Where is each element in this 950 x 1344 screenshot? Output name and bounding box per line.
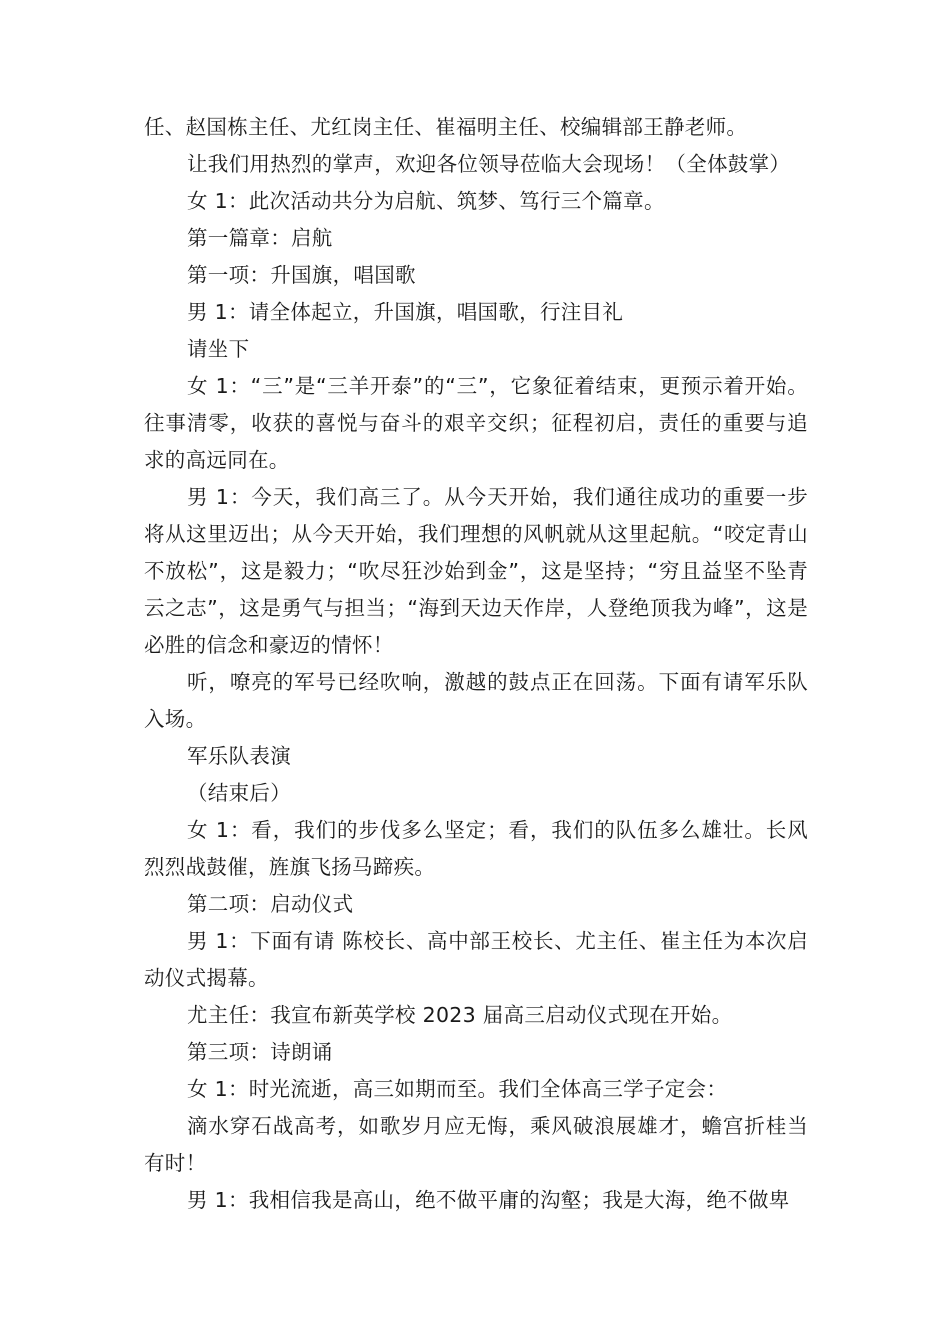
paragraph: 男 1：今天，我们高三了。从今天开始，我们通往成功的重要一步将从这里迈出；从今天开始，我们理想的风帆就从这里起航。“咬定青山不放松”，这是毅力；“吹尽狂沙始到金”，这是坚持；“穷且益坚不坠青云之志”，这是勇气与担当；“海到天边天作岸，人登绝顶我为峰”，这是必胜的信念和豪迈的情怀！ [144,485,808,657]
paragraph: 滴水穿石战高考，如歌岁月应无悔，乘风破浪展雄才，蟾宫折桂当有时！ [144,1114,808,1175]
paragraph: 女 1：此次活动共分为启航、筑梦、笃行三个篇章。 [187,189,665,213]
document-body [144,109,808,1219]
paragraph: 让我们用热烈的掌声，欢迎各位领导莅临大会现场！（全体鼓掌） [187,152,791,176]
paragraph: 请坐下 [187,337,250,361]
paragraph: （结束后） [187,781,291,805]
paragraph: 军乐队表演 [187,744,291,768]
paragraph: 女 1：时光流逝，高三如期而至。我们全体高三学子定会： [187,1077,728,1101]
paragraph: 男 1：下面有请 陈校长、高中部王校长、尤主任、崔主任为本次启动仪式揭幕。 [144,929,808,990]
item-heading: 第一项：升国旗，唱国歌 [187,263,416,287]
item-heading: 第三项：诗朗诵 [187,1040,333,1064]
paragraph: 尤主任：我宣布新英学校 2023 届高三启动仪式现在开始。 [187,1003,733,1027]
paragraph: 任、赵国栋主任、尤红岗主任、崔福明主任、校编辑部王静老师。 [144,115,748,139]
paragraph: 男 1：我相信我是高山，绝不做平庸的沟壑；我是大海，绝不做卑 [187,1188,790,1212]
section-heading: 第一篇章：启航 [187,226,333,250]
paragraph: 女 1：看，我们的步伐多么坚定；看，我们的队伍多么雄壮。长风烈烈战鼓催，旌旗飞扬马蹄疾。 [144,818,808,879]
paragraph: 听，嘹亮的军号已经吹响，激越的鼓点正在回荡。下面有请军乐队入场。 [144,670,808,731]
paragraph: 男 1：请全体起立，升国旗，唱国歌，行注目礼 [187,300,624,324]
paragraph: 女 1：“三”是“三羊开泰”的“三”，它象征着结束，更预示着开始。往事清零，收获的喜悦与奋斗的艰辛交织；征程初启，责任的重要与追求的高远同在。 [144,374,808,472]
item-heading: 第二项：启动仪式 [187,892,354,916]
